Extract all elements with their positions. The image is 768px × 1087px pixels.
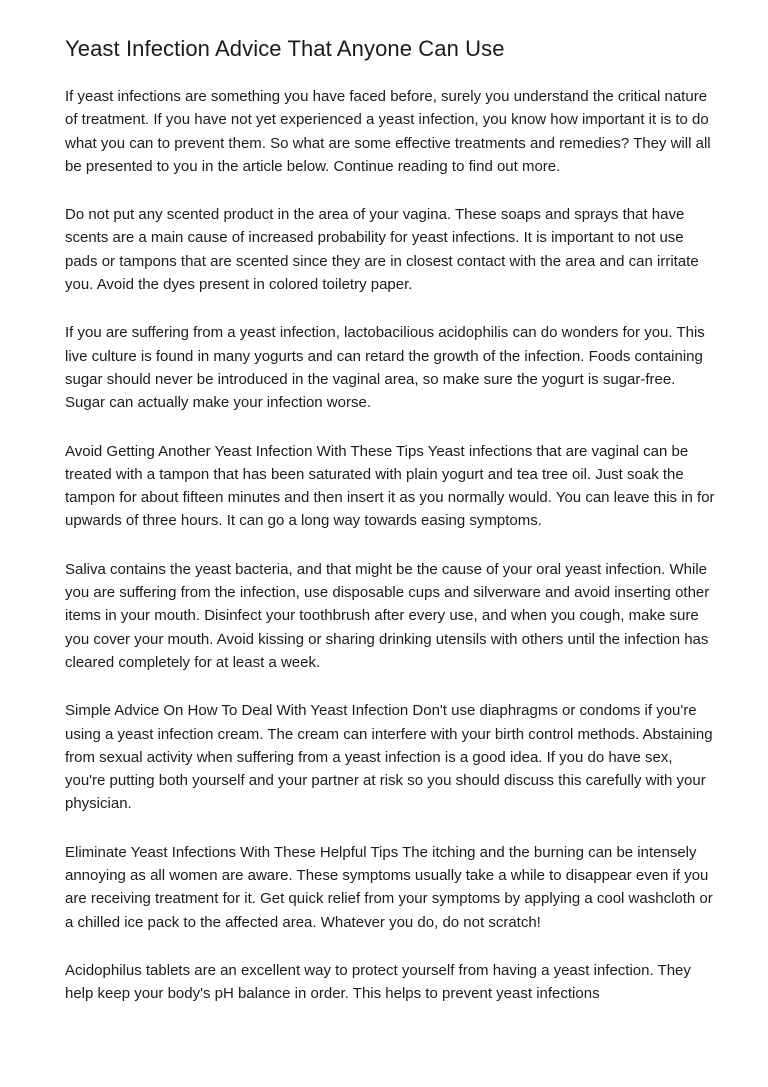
paragraph-1: If yeast infections are something you have faced before, surely you understand the critical nature of treatment. If you have not yet experienced a yeast infection, you know how important it is to do what you can to prevent them. So what are some effective treatments and remedies? They will all be presented to you in the article below. Continue reading to find out more. bbox=[65, 88, 711, 175]
paragraph-6: Simple Advice On How To Deal With Yeast Infection Don't use diaphragms or condoms if you're using a yeast infection cream. The cream can interfere with your birth control methods. Abstaining from sexual activity when suffering from a yeast infection is a good idea. If you do have sex, you're putting both yourself and your partner at risk so you should discuss this carefully with your physician. bbox=[65, 702, 713, 813]
paragraph-8: Acidophilus tablets are an excellent way to protect yourself from having a yeast infection. They help keep your body's pH balance in order. This helps to prevent yeast infections bbox=[65, 961, 691, 1003]
document-page bbox=[65, 35, 715, 1006]
page-title: Yeast Infection Advice That Anyone Can Use bbox=[65, 36, 505, 61]
paragraph-3: If you are suffering from a yeast infection, lactobacilious acidophilis can do wonders for you. This live culture is found in many yogurts and can retard the growth of the infection. Foods containing sugar should never be introduced in the vaginal area, so make sure the yogurt is sugar-free. Sugar can actually make your infection worse. bbox=[65, 324, 705, 412]
paragraph-2: Do not put any scented product in the area of your vagina. These soaps and sprays that have scents are a main cause of increased probability for yeast infections. It is important to not use pads or tampons that are scented since they are in closest contact with the area and can irritate you. Avoid the dyes present in colored toiletry paper. bbox=[65, 206, 699, 294]
article-body bbox=[65, 85, 715, 1006]
paragraph-4: Avoid Getting Another Yeast Infection With These Tips Yeast infections that are vaginal can be treated with a tampon that has been saturated with plain yogurt and tea tree oil. Just soak the tampon for about fifteen minutes and then insert it as you normally would. You can leave this in for upwards of three hours. It can go a long way towards easing symptoms. bbox=[65, 442, 715, 530]
paragraph-5: Saliva contains the yeast bacteria, and that might be the cause of your oral yeast infection. While you are suffering from the infection, use disposable cups and silverware and avoid inserting other items in your mouth. Disinfect your toothbrush after every use, and when you cough, make sure you cover your mouth. Avoid kissing or sharing drinking utensils with others until the infection has cleared completely for at least a week. bbox=[65, 560, 710, 671]
paragraph-7: Eliminate Yeast Infections With These Helpful Tips The itching and the burning can be intensely annoying as all women are aware. These symptoms usually take a while to disappear even if you are receiving treatment for it. Get quick relief from your symptoms by applying a cool washcloth or a chilled ice pack to the affected area. Whatever you do, do not scratch! bbox=[65, 843, 713, 931]
